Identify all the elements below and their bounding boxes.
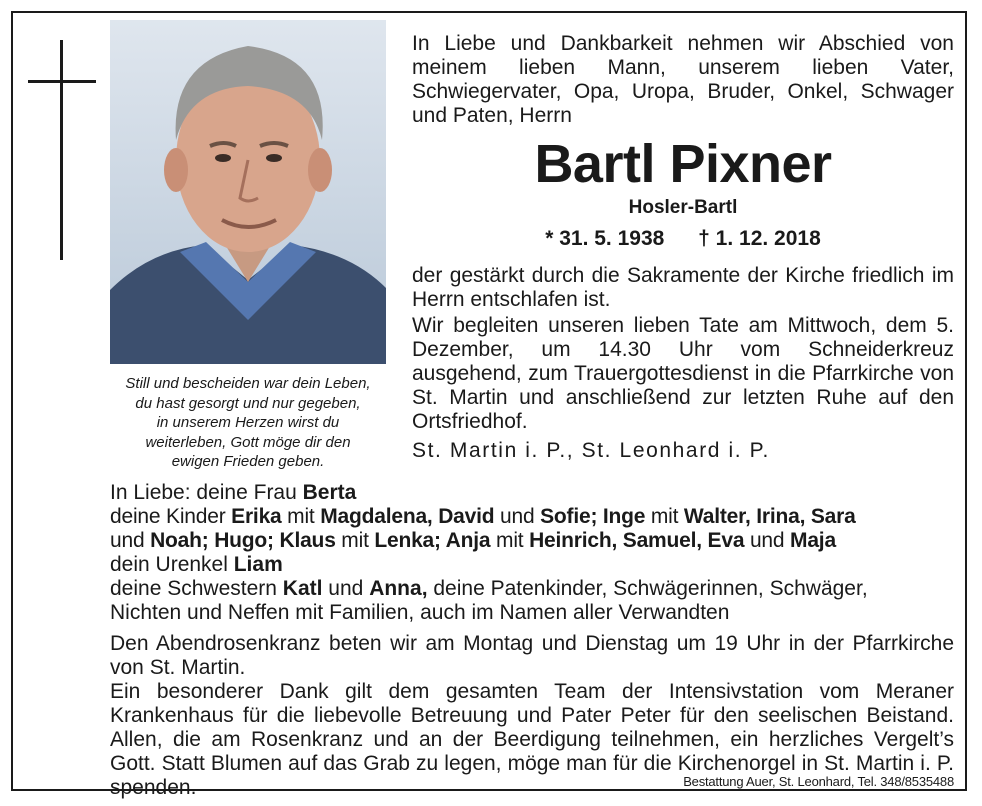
memorial-poem xyxy=(110,374,386,472)
poem-line: ewigen Frieden geben. xyxy=(171,453,325,470)
life-dates xyxy=(412,226,954,252)
mourners-line: deine Schwestern Katl und Anna, deine Patenkinder, Schwägerinnen, Schwäger, xyxy=(110,577,868,600)
mourners-line: Nichten und Neffen mit Familien, auch im Namen aller Verwandten xyxy=(110,601,730,624)
funeral-home-credit: Bestattung Auer, St. Leonhard, Tel. 348/8535488 xyxy=(683,774,954,789)
rosary-notice: Den Abendrosenkranz beten wir am Montag und Dienstag um 19 Uhr in der Pfarrkirche von St. Martin. xyxy=(110,632,954,679)
portrait-photo xyxy=(110,20,386,364)
deceased-name: Bartl Pixner xyxy=(534,134,832,194)
mourners-line: dein Urenkel Liam xyxy=(110,553,283,576)
poem-line: Still und bescheiden war dein Leben, xyxy=(125,375,371,392)
places: St. Martin i. P., St. Leonhard i. P. xyxy=(412,439,770,462)
mourners-line: In Liebe: deine Frau Berta xyxy=(110,481,357,504)
poem-line: weiterleben, Gott möge dir den xyxy=(145,433,351,451)
portrait-illustration xyxy=(110,20,386,364)
birth-date: * 31. 5. 1938 xyxy=(545,227,665,250)
death-date: † 1. 12. 2018 xyxy=(698,227,821,250)
funeral-details: Wir begleiten unseren lieben Tate am Mittwoch, dem 5. Dezember, um 14.30 Uhr vom Schneiderkreuz ausgehend, zum Trauergottesdienst in die Pfarrkirche von St. Martin und anschließend zur letzten Ruhe auf den Ortsfriedhof. xyxy=(412,314,954,433)
thanks-notice: Ein besonderer Dank gilt dem gesamten Team der Intensivstation vom Meraner Krankenhaus für die liebevolle Betreuung und Pater Peter für den seelischen Beistand. Allen, die am Rosenkranz und an der Beerdigung teilnehmen, ein herzliches Vergelt’s Gott. Statt Blumen auf das Grab zu legen, möge man für die Kirchenorgel in St. Martin i. P. spenden. xyxy=(110,680,954,799)
poem-line: in unserem Herzen wirst du xyxy=(156,414,340,431)
mourners-line: und Noah; Hugo; Klaus mit Lenka; Anja mit Heinrich, Samuel, Eva und Maja xyxy=(110,529,836,552)
nickname: Hosler-Bartl xyxy=(628,197,738,218)
cross-icon xyxy=(60,40,63,260)
intro-text: In Liebe und Dankbarkeit nehmen wir Abschied von meinem lieben Mann, unserem lieben Vater, Schwiegervater, Opa, Uropa, Bruder, Onkel, Schwager und Paten, Herrn xyxy=(412,32,954,127)
passing-text: der gestärkt durch die Sakramente der Kirche friedlich im Herrn entschlafen ist. xyxy=(412,264,954,311)
cross-icon-bar xyxy=(28,80,96,83)
mourners-list xyxy=(110,481,960,625)
mourners-line: deine Kinder Erika mit Magdalena, David und Sofie; Inge mit Walter, Irina, Sara xyxy=(110,505,856,528)
poem-line: du hast gesorgt und nur gegeben, xyxy=(135,394,361,412)
